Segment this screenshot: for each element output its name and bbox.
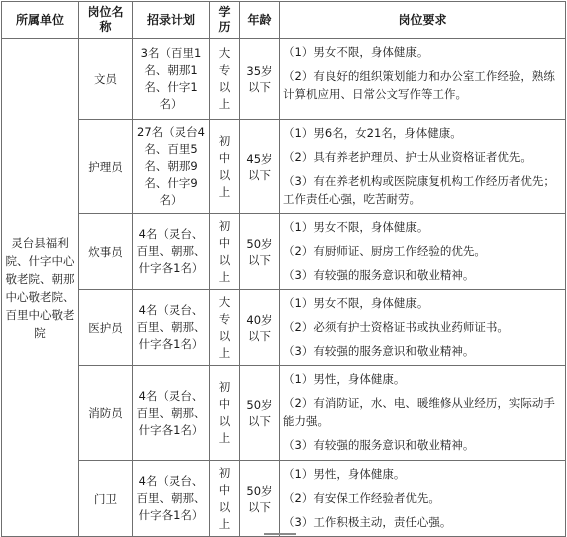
requirement-item: （2）有厨师证、厨房工作经验的优先。 xyxy=(283,244,486,258)
requirements-cell xyxy=(280,39,566,120)
requirement-item: （1）男性，身体健康。 xyxy=(283,467,406,481)
table-row xyxy=(2,214,566,290)
recruitment-table xyxy=(1,1,566,537)
age-cell: 35岁以下 xyxy=(240,39,280,120)
post-cell: 医护员 xyxy=(79,290,133,366)
requirement-item: （2）必须有护士资格证书或执业药师证书。 xyxy=(283,320,509,334)
education-cell: 初中以上 xyxy=(210,461,240,537)
post-cell: 消防员 xyxy=(79,366,133,461)
header-plan: 招录计划 xyxy=(133,2,210,39)
header-edu: 学历 xyxy=(210,2,240,39)
requirement-item: （1）男性，身体健康。 xyxy=(283,372,406,386)
age-cell: 50岁以下 xyxy=(240,461,280,537)
requirements-cell xyxy=(280,120,566,214)
requirement-item: （3）有在养老机构或医院康复机构工作经历者优先；工作责任心强，吃苦耐劳。 xyxy=(283,174,555,206)
table-row xyxy=(2,290,566,366)
requirement-item: （3）工作积极主动，责任心强。 xyxy=(283,515,452,529)
plan-cell: 4名（灵台、百里、朝那、什字各1名） xyxy=(133,290,210,366)
plan-cell: 3名（百里1名、朝那1名、什字1名） xyxy=(133,39,210,120)
requirement-item: （3）有较强的服务意识和敬业精神。 xyxy=(283,344,475,358)
requirement-item: （2）具有养老护理员、护士从业资格证者优先。 xyxy=(283,150,532,164)
plan-cell: 27名（灵台4名、百里5名、朝那9名、什字9名） xyxy=(133,120,210,214)
table-row xyxy=(2,366,566,461)
requirement-item: （3）有较强的服务意识和敬业精神。 xyxy=(283,438,475,452)
age-cell: 45岁以下 xyxy=(240,120,280,214)
post-cell: 炊事员 xyxy=(79,214,133,290)
post-cell: 护理员 xyxy=(79,120,133,214)
header-unit: 所属单位 xyxy=(2,2,79,39)
education-cell: 大专以上 xyxy=(210,39,240,120)
header-age: 年龄 xyxy=(240,2,280,39)
requirements-cell xyxy=(280,290,566,366)
requirement-item: （1）男女不限，身体健康。 xyxy=(283,296,429,310)
header-requirements: 岗位要求 xyxy=(280,2,566,39)
requirement-item: （1）男女不限，身体健康。 xyxy=(283,220,429,234)
requirement-item: （1）男6名，女21名，身体健康。 xyxy=(283,126,462,140)
education-cell: 大专以上 xyxy=(210,290,240,366)
header-row xyxy=(2,2,566,39)
age-cell: 40岁以下 xyxy=(240,290,280,366)
table-row xyxy=(2,39,566,120)
unit-cell: 灵台县福利院、什字中心敬老院、朝那中心敬老院、百里中心敬老院 xyxy=(2,39,79,537)
plan-cell: 4名（灵台、百里、朝那、什字各1名） xyxy=(133,366,210,461)
age-cell: 50岁以下 xyxy=(240,366,280,461)
header-post: 岗位名称 xyxy=(79,2,133,39)
plan-cell: 4名（灵台、百里、朝那、什字各1名） xyxy=(133,461,210,537)
requirements-cell xyxy=(280,461,566,537)
post-cell: 门卫 xyxy=(79,461,133,537)
requirement-item: （3）有较强的服务意识和敬业精神。 xyxy=(283,268,475,282)
requirements-cell xyxy=(280,366,566,461)
education-cell: 初中以上 xyxy=(210,366,240,461)
age-cell: 50岁以下 xyxy=(240,214,280,290)
table-row xyxy=(2,461,566,537)
post-cell: 文员 xyxy=(79,39,133,120)
requirement-item: （2）有安保工作经验者优先。 xyxy=(283,491,440,505)
requirements-cell xyxy=(280,214,566,290)
plan-cell: 4名（灵台、百里、朝那、什字各1名） xyxy=(133,214,210,290)
requirement-item: （2）有消防证，水、电、暖维修从业经历，实际动手能力强。 xyxy=(283,396,555,428)
education-cell: 初中以上 xyxy=(210,214,240,290)
requirement-item: （2）有良好的组织策划能力和办公室工作经验，熟练计算机应用、日常公文写作等工作。 xyxy=(283,69,555,101)
education-cell: 初中以上 xyxy=(210,120,240,214)
page-divider xyxy=(264,533,296,535)
requirement-item: （1）男女不限，身体健康。 xyxy=(283,45,429,59)
table-row xyxy=(2,120,566,214)
